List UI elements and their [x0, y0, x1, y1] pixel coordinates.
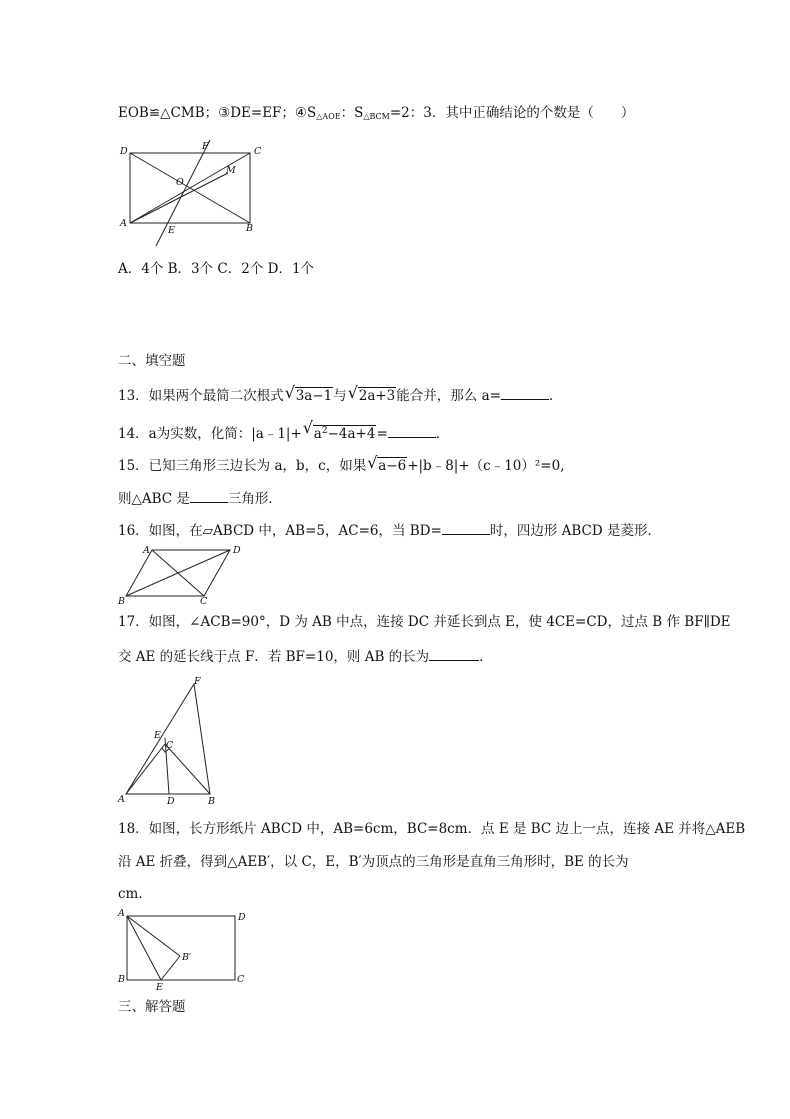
q12-label-F: F	[202, 141, 209, 152]
question-17-line1: 17．如图，∠ACB=90°，D 为 AB 中点，连接 DC 并延长到点 E，使 4CE=CD，过点 B 作 BF∥DE	[118, 614, 731, 630]
q17-label-D: D	[167, 796, 175, 807]
q16-label-C: C	[200, 596, 208, 607]
q13-answer-blank	[501, 385, 549, 400]
q12-label-M: M	[226, 165, 236, 176]
q16-label-A: A	[143, 545, 150, 556]
q16-figure	[118, 544, 248, 606]
q12-options: A．4个 B．3个 C．2个 D．1个	[118, 261, 315, 277]
q12-label-C: C	[254, 146, 262, 157]
q13-radical-1: √ 3a−1	[284, 383, 333, 404]
question-15-line2: 则△ABC 是 三角形．	[118, 488, 282, 509]
q18-line-ab-prime	[127, 916, 180, 956]
question-15: 15．已知三角形三边长为 a，b，c，如果 √ a−6+|b﹣8|+（c﹣10）²=0,	[118, 453, 565, 474]
q17-label-B: B	[208, 796, 215, 807]
q17-label-C: C	[166, 740, 174, 751]
q17-label-F: F	[194, 676, 201, 687]
q16-label-D: D	[233, 545, 241, 556]
q18-line-eb-prime	[161, 956, 180, 980]
q18-label-D: D	[238, 912, 246, 923]
q12-label-A: A	[120, 218, 127, 229]
q18-label-C: C	[237, 974, 245, 985]
q18-label-A: A	[118, 908, 125, 919]
q17-figure	[118, 674, 238, 808]
q16-label-B: B	[118, 596, 125, 607]
q17-line-cb	[165, 744, 210, 794]
q15-answer-blank	[190, 488, 228, 503]
q12-label-D: D	[120, 146, 128, 157]
q16-answer-blank	[442, 520, 490, 535]
question-16: 16．如图，在▱ABCD 中，AB=5，AC=6，当 BD= 时，四边形 ABCD 是菱形．	[118, 520, 661, 541]
q18-label-B-prime: B′	[182, 952, 192, 963]
section-3-heading: 三、解答题	[118, 999, 186, 1015]
q18-label-E: E	[156, 982, 163, 993]
q18-figure	[118, 908, 248, 993]
question-18-line2: 沿 AE 折叠，得到△AEB′，以 C，E，B′为顶点的三角形是直角三角形时，BE 的长为	[118, 854, 629, 870]
q15-radical: √ a−6	[367, 453, 407, 474]
q18-line-ae	[127, 916, 161, 980]
question-17-line2: 交 AE 的延长线于点 F．若 BF=10，则 AB 的长为 ．	[118, 646, 493, 667]
question-18-line3: cm．	[118, 886, 152, 902]
q14-radical: √ $a^2-4a+4$	[302, 418, 376, 442]
q12-label-O: O	[176, 177, 184, 188]
q14-answer-blank	[388, 423, 436, 438]
question-13: 13．如果两个最简二次根式 √ 3a−1与 √ 2a+3能合并，那么 a= ．	[118, 383, 563, 404]
q13-radical-2: √ 2a+3	[347, 383, 396, 404]
q17-answer-blank	[429, 646, 479, 661]
q12-text: EOB≌△CMB；③DE=EF；$④S_{\triangle AOE}$：$S_{\triangle BCM}=2$：3．其中正确结论的个数是（ ）	[118, 105, 635, 121]
q12-line-ef	[156, 140, 210, 246]
q17-line-ac	[126, 744, 165, 794]
q17-label-A: A	[118, 794, 125, 805]
question-18-line1: 18．如图，长方形纸片 ABCD 中，AB=6cm，BC=8cm．点 E 是 BC 边上一点，连接 AE 并将△AEB	[118, 821, 746, 837]
q16-diagonal-bd	[126, 550, 230, 596]
q18-rectangle	[127, 916, 235, 980]
q12-label-E: E	[168, 225, 175, 236]
q18-label-B: B	[118, 974, 125, 985]
q17-label-E: E	[154, 730, 161, 741]
q12-figure	[118, 138, 288, 250]
q12-label-B: B	[246, 223, 253, 234]
section-2-heading: 二、填空题	[118, 353, 186, 369]
question-14: 14．a为实数，化简：|a﹣1|+ √ $a^2-4a+4=$ ．	[118, 418, 450, 442]
